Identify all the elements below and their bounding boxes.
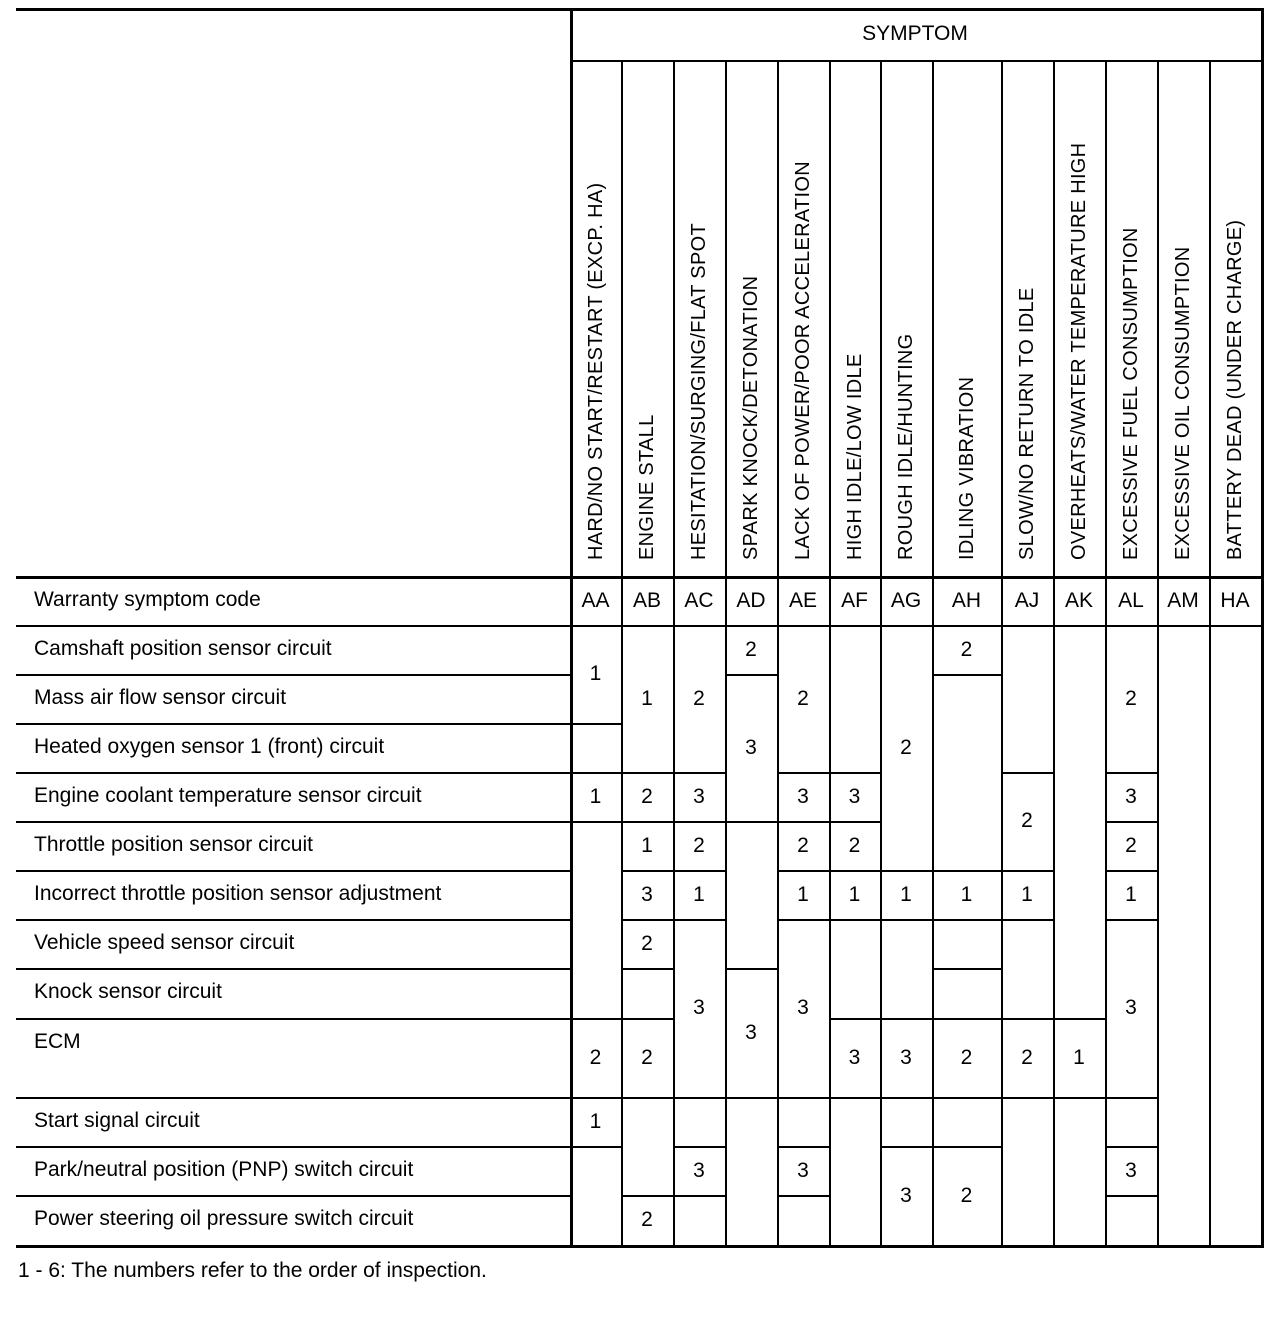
- symptom-code-am: AM: [1167, 588, 1199, 612]
- symptom-code-ak: AK: [1064, 588, 1093, 612]
- matrix-cell: 3: [900, 1183, 912, 1207]
- matrix-cell: 3: [1125, 784, 1137, 808]
- matrix-cell: [570, 723, 621, 772]
- matrix-cell: 2: [960, 637, 973, 661]
- matrix-cell: [932, 919, 1001, 968]
- matrix-cell: 2: [641, 1208, 653, 1231]
- matrix-cell: [1105, 1195, 1157, 1245]
- symptom-column-divider: [777, 60, 779, 625]
- symptom-column-divider: [725, 60, 727, 625]
- matrix-cell: 1: [900, 882, 912, 906]
- matrix-cell: 3: [797, 996, 809, 1019]
- matrix-cell: 2: [960, 1045, 973, 1069]
- matrix-cell: [829, 919, 880, 1018]
- matrix-cell: [1001, 1097, 1053, 1245]
- body-column-divider: [673, 625, 675, 1245]
- symptom-header-ha: BATTERY DEAD (UNDER CHARGE): [1224, 219, 1246, 560]
- body-column-divider: [1053, 625, 1055, 1245]
- matrix-cell: 1: [589, 1109, 602, 1133]
- symptom-header-ak: OVERHEATS/WATER TEMPERATURE HIGH: [1068, 142, 1090, 560]
- symptom-header-am: EXCESSIVE OIL CONSUMPTION: [1172, 246, 1194, 560]
- row-label-divider: [16, 1195, 570, 1197]
- matrix-cell: 2: [1021, 809, 1033, 832]
- matrix-cell: 1: [797, 882, 809, 906]
- row-label-divider: [16, 821, 570, 823]
- matrix-cell: 2: [1125, 833, 1137, 857]
- symptom-column-divider: [673, 60, 675, 625]
- matrix-cell: 2: [848, 833, 861, 857]
- matrix-cell: [1157, 625, 1209, 1245]
- symptom-column-divider: [1053, 60, 1055, 625]
- table-right-border: [1261, 8, 1264, 1248]
- matrix-cell: [1001, 625, 1053, 772]
- symptom-code-ae: AE: [788, 588, 817, 612]
- matrix-cell: [621, 1097, 673, 1195]
- matrix-cell: [673, 1097, 725, 1146]
- symptom-code-ac: AC: [684, 588, 714, 612]
- symptom-header-aj: SLOW/NO RETURN TO IDLE: [1016, 287, 1038, 560]
- matrix-cell: 1: [641, 686, 653, 710]
- row-label-divider: [16, 870, 570, 872]
- row-label: Start signal circuit: [34, 1109, 200, 1132]
- matrix-cell: [1053, 625, 1105, 1018]
- symptom-column-divider: [1209, 60, 1211, 625]
- matrix-cell: [621, 968, 673, 1018]
- symptom-code-aa: AA: [581, 588, 610, 612]
- row-label: ECM: [34, 1030, 81, 1053]
- table-bottom-border: [16, 1245, 1263, 1248]
- row-label: Park/neutral position (PNP) switch circuit: [34, 1158, 414, 1181]
- symptom-header-ad: SPARK KNOCK/DETONATION: [740, 275, 762, 560]
- matrix-cell: 2: [693, 833, 705, 857]
- footnote: 1 - 6: The numbers refer to the order of inspection.: [18, 1259, 487, 1282]
- row-label-divider: [16, 968, 570, 970]
- matrix-cell: 3: [745, 735, 757, 759]
- matrix-cell: 3: [745, 1020, 757, 1044]
- matrix-cell: 2: [1021, 1045, 1033, 1069]
- matrix-cell: [1001, 919, 1053, 1018]
- symptom-column-divider: [1105, 60, 1107, 625]
- symptom-header-ac: HESITATION/SURGING/FLAT SPOT: [688, 223, 710, 560]
- matrix-cell: 1: [1021, 882, 1033, 906]
- matrix-cell: 2: [797, 686, 809, 710]
- row-label-divider: [16, 919, 570, 921]
- matrix-cell: 2: [797, 833, 809, 857]
- symptom-column-divider: [932, 60, 934, 625]
- matrix-cell: [1209, 625, 1261, 1245]
- matrix-cell: [880, 919, 932, 1018]
- body-column-divider: [1105, 625, 1107, 1245]
- symptom-code-aj: AJ: [1014, 588, 1040, 612]
- matrix-cell: 1: [960, 882, 973, 906]
- matrix-cell: 3: [900, 1045, 912, 1069]
- body-column-divider: [1157, 625, 1159, 1245]
- matrix-cell: [673, 1195, 725, 1245]
- matrix-cell: [932, 968, 1001, 1018]
- symptom-header-ab: ENGINE STALL: [636, 414, 658, 560]
- body-column-divider: [777, 625, 779, 1245]
- body-column-divider: [1209, 625, 1211, 1245]
- matrix-cell: [725, 821, 777, 968]
- row-label: Mass air flow sensor circuit: [34, 686, 287, 709]
- matrix-cell: [880, 1097, 932, 1146]
- matrix-cell: [829, 625, 880, 772]
- symptom-column-divider: [829, 60, 831, 625]
- symptom-code-ab: AB: [632, 588, 661, 612]
- matrix-cell: 3: [693, 784, 705, 808]
- row-label: Engine coolant temperature sensor circuit: [34, 784, 422, 807]
- matrix-cell: 2: [641, 1045, 653, 1069]
- matrix-cell: [932, 1097, 1001, 1146]
- row-label: Camshaft position sensor circuit: [34, 637, 332, 660]
- symptom-header: SYMPTOM: [862, 22, 968, 45]
- matrix-cell: 1: [1073, 1045, 1085, 1069]
- row-label-divider: [16, 772, 570, 774]
- matrix-cell: [725, 1097, 777, 1245]
- matrix-cell: 3: [797, 784, 809, 808]
- matrix-cell: [1053, 1097, 1105, 1245]
- matrix-cell: [829, 1097, 880, 1245]
- matrix-cell: [570, 1146, 621, 1245]
- matrix-cell: 2: [641, 931, 653, 955]
- symptom-code-ah: AH: [951, 588, 982, 612]
- symptom-code-af: AF: [841, 588, 868, 612]
- matrix-cell: 1: [589, 662, 602, 685]
- symptom-code-ha: HA: [1220, 588, 1250, 612]
- symptom-header-ah: IDLING VIBRATION: [955, 376, 978, 560]
- matrix-cell: 3: [641, 882, 653, 906]
- row-label: Heated oxygen sensor 1 (front) circuit: [34, 735, 385, 758]
- row-label: Incorrect throttle position sensor adjustment: [34, 882, 442, 905]
- matrix-cell: 3: [693, 996, 705, 1019]
- row-label-divider: [16, 723, 570, 725]
- body-column-divider: [932, 625, 934, 1245]
- symptom-column-divider: [880, 60, 882, 625]
- matrix-cell: [777, 1097, 829, 1146]
- body-column-divider: [829, 625, 831, 1245]
- matrix-cell: 1: [848, 882, 861, 906]
- symptom-column-divider: [621, 60, 623, 625]
- matrix-cell: [570, 821, 621, 1018]
- warranty-code-label: Warranty symptom code: [34, 588, 261, 611]
- symptom-code-al: AL: [1118, 588, 1144, 612]
- symptom-header-ag: ROUGH IDLE/HUNTING: [895, 333, 917, 560]
- row-label: Knock sensor circuit: [34, 980, 222, 1003]
- symptom-header-af: HIGH IDLE/LOW IDLE: [843, 353, 866, 560]
- matrix-cell: 3: [1125, 1158, 1137, 1182]
- symptom-header-ae: LACK OF POWER/POOR ACCELERATION: [792, 161, 814, 560]
- symptom-header-al: EXCESSIVE FUEL CONSUMPTION: [1120, 227, 1142, 560]
- matrix-cell: 2: [693, 686, 705, 710]
- matrix-cell: 3: [1125, 996, 1137, 1019]
- matrix-cell: 3: [848, 784, 861, 808]
- matrix-cell: 2: [1125, 686, 1137, 710]
- matrix-cell: [1105, 1097, 1157, 1146]
- row-label: Throttle position sensor circuit: [34, 833, 313, 856]
- symptom-header-aa: HARD/NO START/RESTART (EXCP. HA): [584, 182, 607, 560]
- row-label: Vehicle speed sensor circuit: [34, 931, 295, 954]
- body-column-divider: [725, 625, 727, 1245]
- matrix-cell: 1: [641, 833, 653, 857]
- symptom-code-ag: AG: [890, 588, 922, 612]
- row-label-divider: [16, 1018, 570, 1020]
- row-label-divider: [16, 1097, 570, 1099]
- matrix-cell: 2: [745, 637, 757, 661]
- body-column-divider: [1001, 625, 1003, 1245]
- row-label-divider: [16, 1146, 570, 1148]
- matrix-cell: 1: [693, 882, 705, 906]
- matrix-cell: [932, 674, 1001, 870]
- matrix-cell: 3: [797, 1158, 809, 1182]
- matrix-cell: 2: [960, 1183, 973, 1207]
- matrix-cell: 3: [693, 1158, 705, 1182]
- row-label-divider: [16, 674, 570, 676]
- matrix-cell: 2: [589, 1045, 602, 1069]
- table-top-border: [16, 8, 1263, 11]
- matrix-cell: 2: [900, 735, 912, 759]
- symptom-column-divider: [1157, 60, 1159, 625]
- row-label: Power steering oil pressure switch circuit: [34, 1207, 414, 1230]
- body-column-divider: [621, 625, 623, 1245]
- matrix-cell: 2: [641, 784, 653, 808]
- matrix-cell: [777, 1195, 829, 1245]
- matrix-cell: 1: [589, 784, 602, 808]
- matrix-cell: 3: [848, 1045, 861, 1069]
- matrix-cell: 1: [1125, 882, 1137, 906]
- symptom-code-ad: AD: [736, 588, 766, 612]
- body-column-divider: [880, 625, 882, 1245]
- symptom-column-divider: [1001, 60, 1003, 625]
